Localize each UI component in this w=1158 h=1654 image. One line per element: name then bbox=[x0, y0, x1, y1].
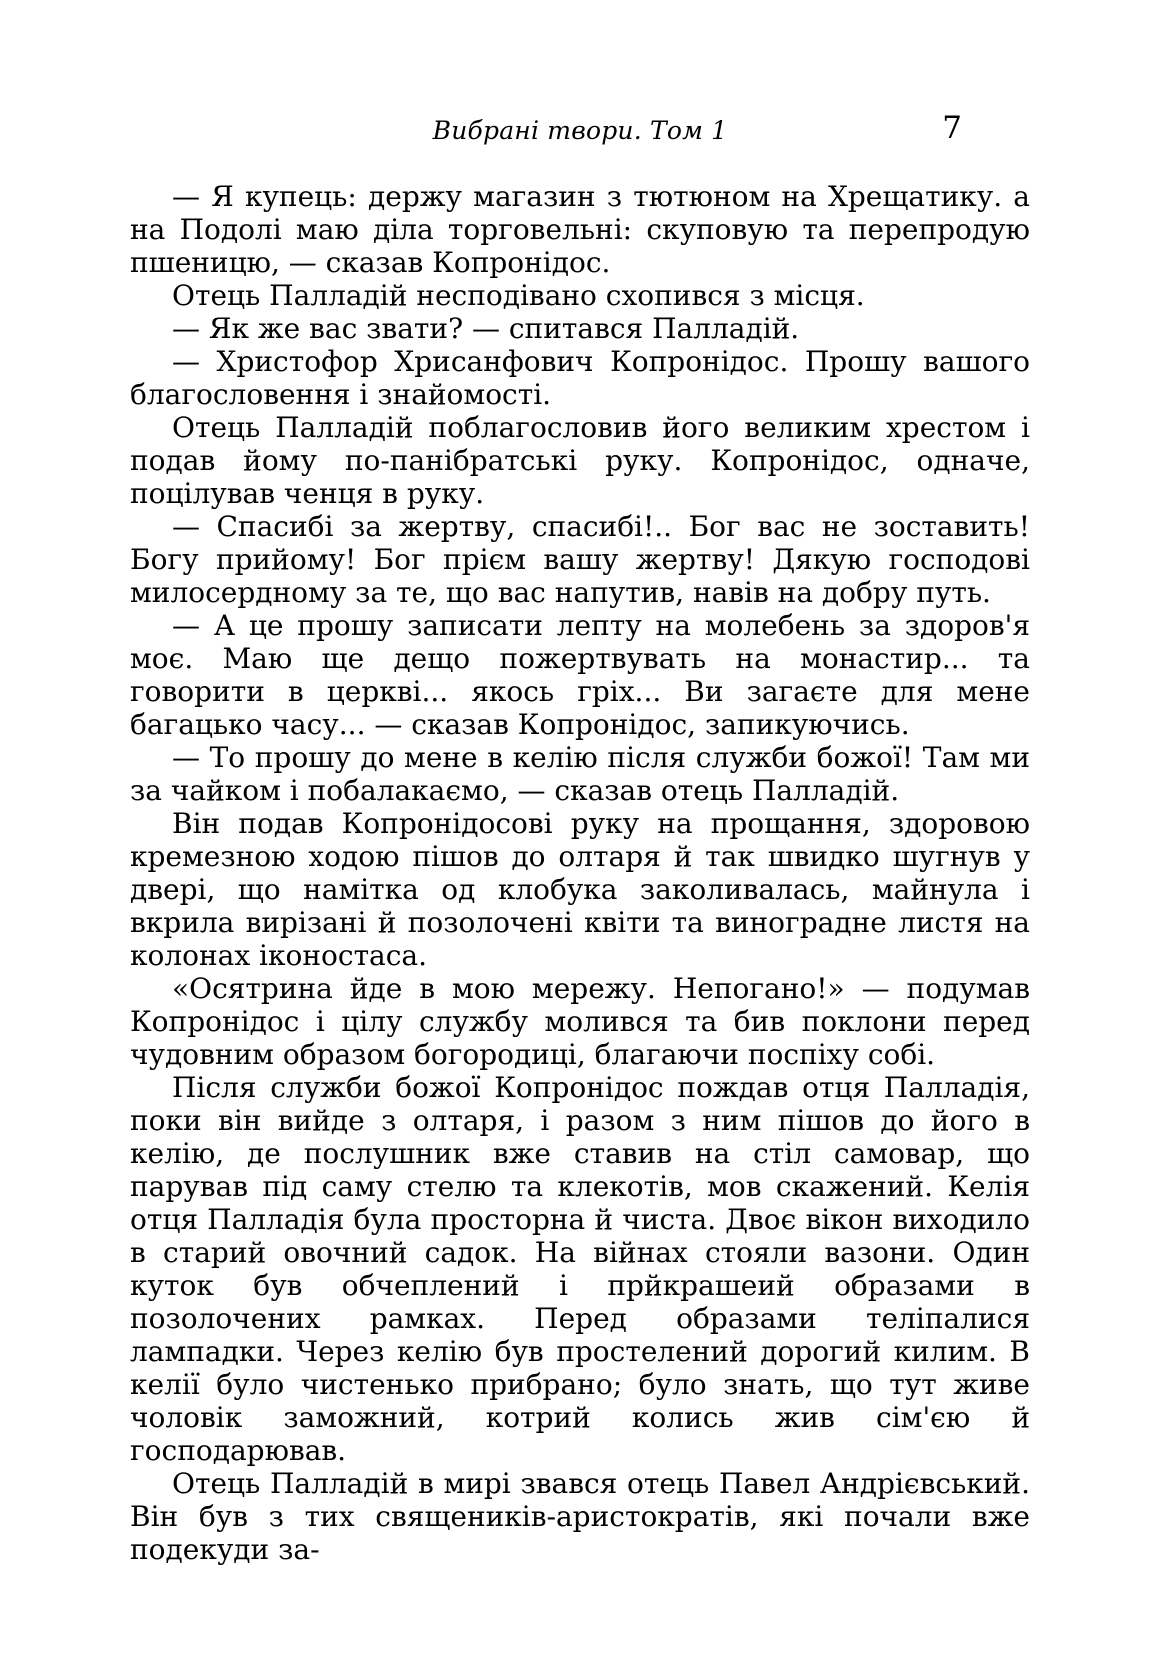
text-block bbox=[130, 180, 1030, 1566]
paragraph: — Як же вас звати? — спитався Палладій. bbox=[172, 312, 800, 345]
page-number: 7 bbox=[942, 110, 962, 146]
paragraph: Він подав Копронідосові руку на прощання, здоровою кремезною ходою пішов до олтаря й так швидко шугнув у двері, що намітка од клобука заколивалась, майнула і вкрила вирізані й позолочені квіти та виноградне листя на колонах іконостаса. bbox=[130, 807, 1030, 972]
paragraph: — А це прошу записати лепту на молебень за здоров'я моє. Маю ще дещо пожертвувать на монастир... та говорити в церкві... якось гріх... Ви загаєте для мене багацько часу... — сказав Копронідос, запикуючись. bbox=[130, 609, 1030, 741]
paragraph: «Осятрина йде в мою мережу. Непогано!» — подумав Копронідос і цілу службу молився та бив поклони перед чудовним образом богородиці, благаючи поспіху собі. bbox=[130, 972, 1030, 1071]
paragraph: Отець Палладій поблагословив його великим хрестом і подав йому по-панібратські руку. Копронідос, одначе, поцілував ченця в руку. bbox=[130, 411, 1030, 510]
paragraph: Отець Палладій несподівано схопився з місця. bbox=[172, 279, 865, 312]
paragraph: Після служби божої Копронідос пождав отця Палладія, поки він вийде з олтаря, і разом з ним пішов до його в келію, де послушник вже ставив на стіл самовар, що парував під саму стелю та клекотів, мов скажений. Келія отця Палладія була просторна й чиста. Двоє вікон виходило в старий овочний садок. На війнах стояли вазони. Один куток був обчеплений і прйкрашеий образами в позолочених рамках. Перед образами теліпалися лампадки. Через келію був простелений дорогий килим. В келії було чистенько прибрано; було знать, що тут живе чоловік заможний, котрий колись жив сім'єю й господарював. bbox=[130, 1071, 1030, 1467]
page-header bbox=[130, 110, 1030, 146]
paragraph: — Я купець: держу магазин з тютюном на Хрещатику. а на Подолі маю діла торговельні: скуповую та перепродую пшеницю, — сказав Копронідос. bbox=[130, 180, 1030, 279]
running-title: Вибрані твори. Том 1 bbox=[432, 116, 728, 145]
paragraph: — Христофор Хрисанфович Копронідос. Прошу вашого благословення і знайомості. bbox=[130, 345, 1030, 411]
paragraph: — То прошу до мене в келію після служби божої! Там ми за чайком і побалакаємо, — сказав отець Палладій. bbox=[130, 741, 1030, 807]
paragraph: Отець Палладій в мирі звався отець Павел Андрієвський. Він був з тих священиків-аристократів, які почали вже подекуди за- bbox=[130, 1467, 1030, 1566]
paragraph: — Спасибі за жертву, спасибі!.. Бог вас не зоставить! Богу прийому! Бог прієм вашу жертву! Дякую господові милосердному за те, що вас напутив, навів на добру путь. bbox=[130, 510, 1030, 609]
